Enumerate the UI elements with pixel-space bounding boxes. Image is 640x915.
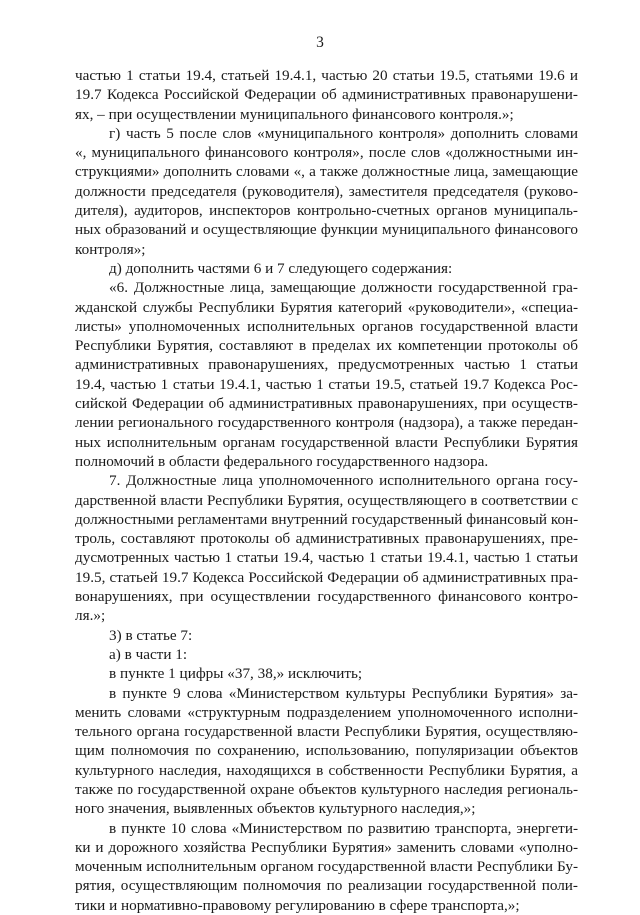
text-line: Республики Бурятия, составляют в пределах их компетенции протоколы об bbox=[75, 337, 578, 355]
text-line: ля.»; bbox=[75, 607, 106, 625]
text-line: д) дополнить частями 6 и 7 следующего содержания: bbox=[109, 259, 453, 277]
text-line: 3) в статье 7: bbox=[109, 626, 193, 644]
text-line: частью 1 статьи 19.4, статьей 19.4.1, частью 20 статьи 19.5, статьями 19.6 и bbox=[75, 67, 578, 84]
text-line: ных исполнительным органам государственной власти Республики Бурятия bbox=[75, 433, 578, 451]
text-line: моченным исполнительным органом государственной власти Республики Бу- bbox=[75, 858, 578, 876]
text-line: должности председателя (руководителя), заместителя председателя (руково- bbox=[75, 182, 578, 200]
text-line: жданской службы Республики Бурятия категорий «руководители», «специа- bbox=[75, 298, 578, 316]
text-line: щим полномочия по сохранению, использованию, популяризации объектов bbox=[75, 742, 578, 760]
text-line: культурного наследия, находящихся в собственности Республики Бурятия, а bbox=[75, 761, 578, 779]
text-line: тельного органа государственной власти Республики Бурятия, осуществляю- bbox=[75, 723, 578, 741]
text-line: «6. Должностные лица, замещающие должности государственной гра- bbox=[109, 279, 578, 297]
text-line: листы» уполномоченных исполнительных органов государственной власти bbox=[75, 317, 578, 335]
text-line: 19.7 Кодекса Российской Федерации об административных правонарушени- bbox=[75, 86, 578, 104]
text-line: дителя), аудиторов, инспекторов контрольно-счетных органов муниципаль- bbox=[75, 202, 578, 220]
text-line: должностными регламентами внутренний государственный финансовый кон- bbox=[75, 510, 579, 528]
text-line: ного значения, выявленных объектов культурного наследия,»; bbox=[75, 800, 476, 818]
text-line: также по государственной охране объектов культурного наследия региональ- bbox=[75, 780, 578, 798]
text-line: в пункте 10 слова «Министерством по развитию транспорта, энергети- bbox=[109, 819, 578, 837]
text-line: полномочий в области федерального государственного надзора. bbox=[75, 452, 489, 470]
text-line: рятия, осуществляющим полномочия по реализации государственной поли- bbox=[75, 877, 578, 895]
text-line: дарственной власти Республики Бурятия, осуществляющего в соответствии с bbox=[75, 491, 578, 509]
text-line: 19.4, частью 1 статьи 19.4.1, частью 1 статьи 19.5, статьей 19.7 Кодекса Рос- bbox=[75, 375, 578, 393]
text-line: ях, – при осуществлении муниципального финансового контроля.»; bbox=[75, 105, 514, 123]
text-line: ки и дорожного хозяйства Республики Бурятия» заменить словами «уполно- bbox=[75, 838, 578, 856]
text-line: «, муниципального финансового контроля», после слов «должностными ин- bbox=[75, 144, 578, 162]
document-body bbox=[75, 66, 578, 915]
text-line: струкциями» дополнить словами «, а также должностные лица, замещающие bbox=[75, 163, 578, 181]
text-line: менить словами «структурным подразделением уполномоченного исполни- bbox=[75, 703, 578, 721]
text-line: административных правонарушениях, предусмотренных частью 1 статьи bbox=[75, 356, 578, 374]
page-number: 3 bbox=[316, 34, 324, 51]
text-line: в пункте 1 цифры «37, 38,» исключить; bbox=[109, 665, 363, 683]
text-line: тики и нормативно-правовому регулированию в сфере транспорта,»; bbox=[75, 896, 520, 914]
text-line: лении регионального государственного контроля (надзора), а также передан- bbox=[75, 414, 578, 432]
text-line: вонарушениях, при осуществлении государственного финансового контро- bbox=[75, 588, 578, 606]
text-line: г) часть 5 после слов «муниципального контроля» дополнить словами bbox=[109, 124, 578, 142]
text-line: в пункте 9 слова «Министерством культуры Республики Бурятия» за- bbox=[109, 684, 578, 702]
text-line: сийской Федерации об административных правонарушениях, при осуществ- bbox=[75, 395, 578, 413]
text-line: контроля»; bbox=[75, 240, 146, 258]
text-line: 19.5, статьей 19.7 Кодекса Российской Федерации об административных пра- bbox=[75, 568, 578, 586]
text-line: а) в части 1: bbox=[109, 645, 188, 663]
text-line: ных образований и осуществляющие функции муниципального финансового bbox=[75, 221, 578, 239]
text-line: 7. Должностные лица уполномоченного исполнительного органа госу- bbox=[109, 472, 578, 490]
text-line: дусмотренных частью 1 статьи 19.4, частью 1 статьи 19.4.1, частью 1 статьи bbox=[75, 549, 578, 567]
text-line: троль, составляют протоколы об административных правонарушениях, пре- bbox=[75, 530, 578, 548]
